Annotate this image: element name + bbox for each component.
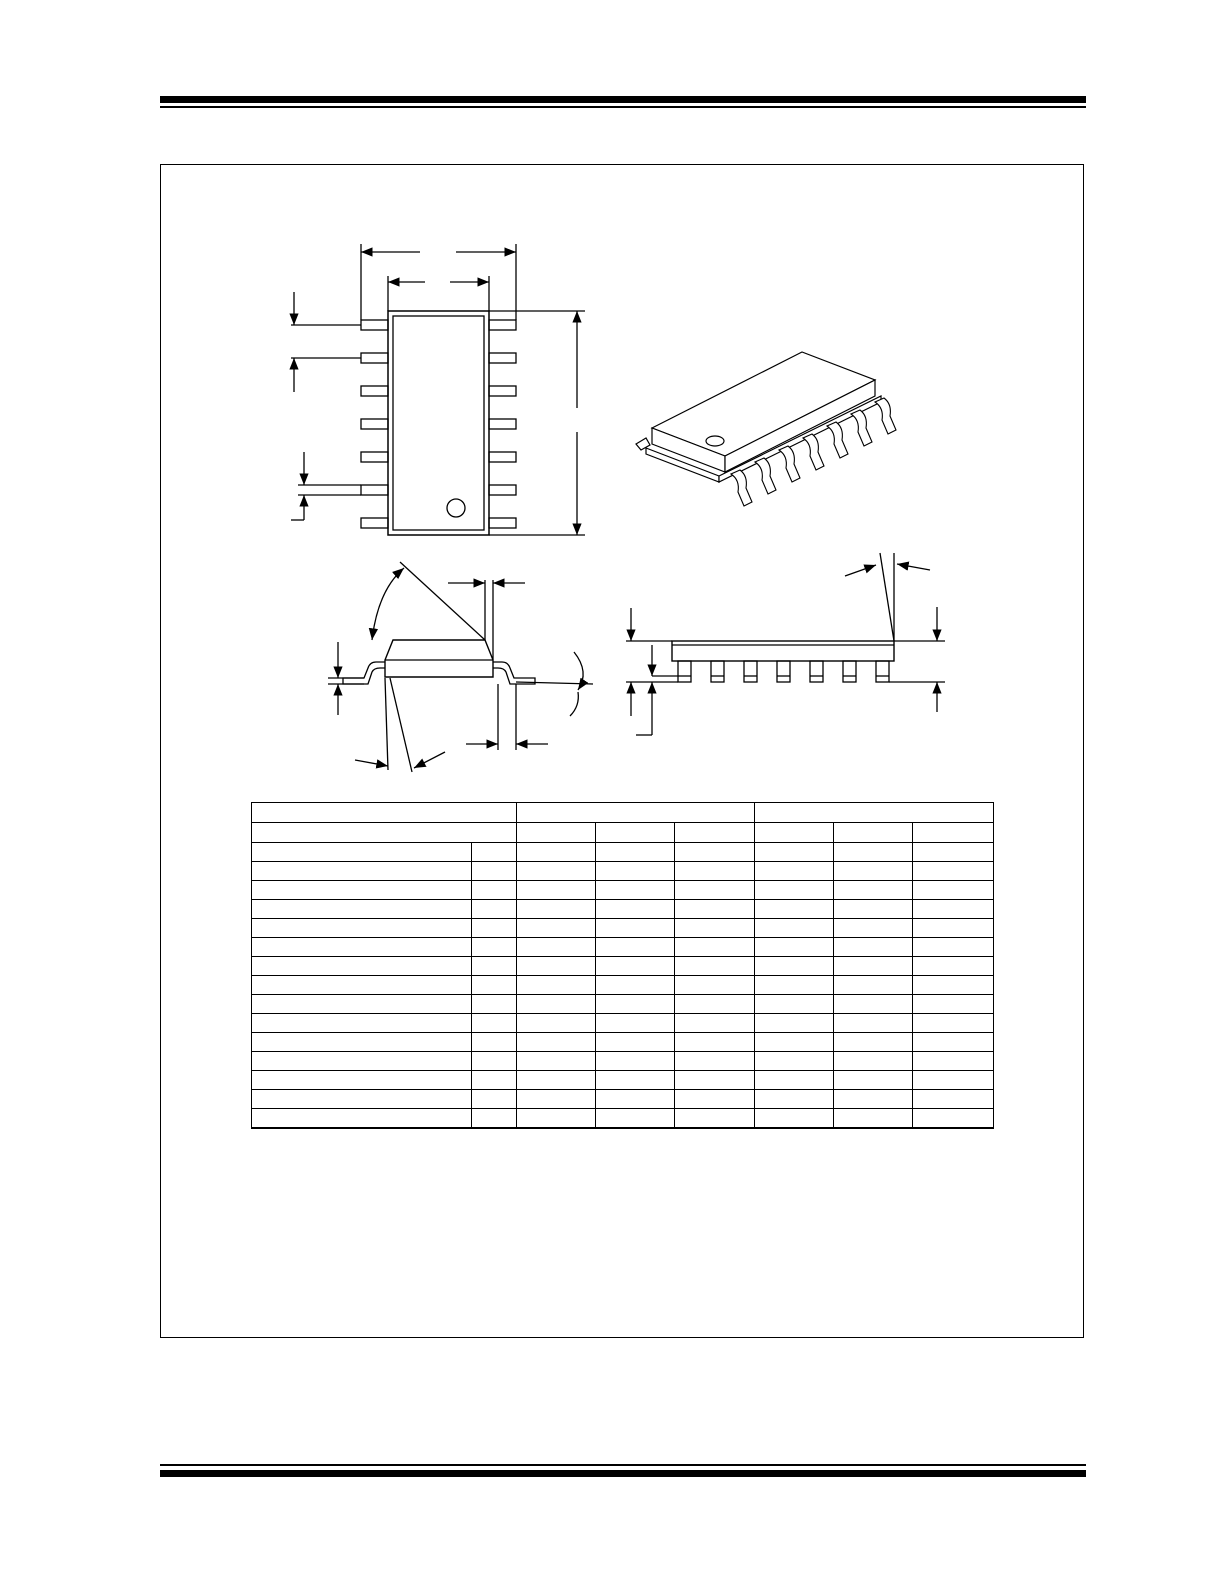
table-row xyxy=(252,1090,994,1109)
table-row xyxy=(252,1071,994,1090)
table-header-row xyxy=(252,803,994,823)
table-row xyxy=(252,1109,994,1129)
footer-rule-thick xyxy=(160,1470,1086,1477)
left-leads xyxy=(361,320,388,528)
table-row xyxy=(252,1052,994,1071)
table-row xyxy=(252,976,994,995)
top-view xyxy=(291,244,585,535)
side-leads xyxy=(678,661,889,682)
table-row xyxy=(252,995,994,1014)
table-row xyxy=(252,1014,994,1033)
table-row xyxy=(252,900,994,919)
pin1-marker-icon xyxy=(447,499,465,517)
table-header-row xyxy=(252,823,994,843)
right-leads xyxy=(489,320,516,528)
end-view xyxy=(328,562,593,772)
side-view xyxy=(626,553,945,735)
table-row xyxy=(252,957,994,976)
table-row xyxy=(252,843,994,862)
table-row xyxy=(252,881,994,900)
table-row xyxy=(252,1033,994,1052)
table-row xyxy=(252,938,994,957)
footer-rule-thin xyxy=(160,1464,1086,1466)
table-row xyxy=(252,919,994,938)
dimension-table xyxy=(251,802,994,1129)
isometric-view xyxy=(636,352,896,506)
table-row xyxy=(252,862,994,881)
